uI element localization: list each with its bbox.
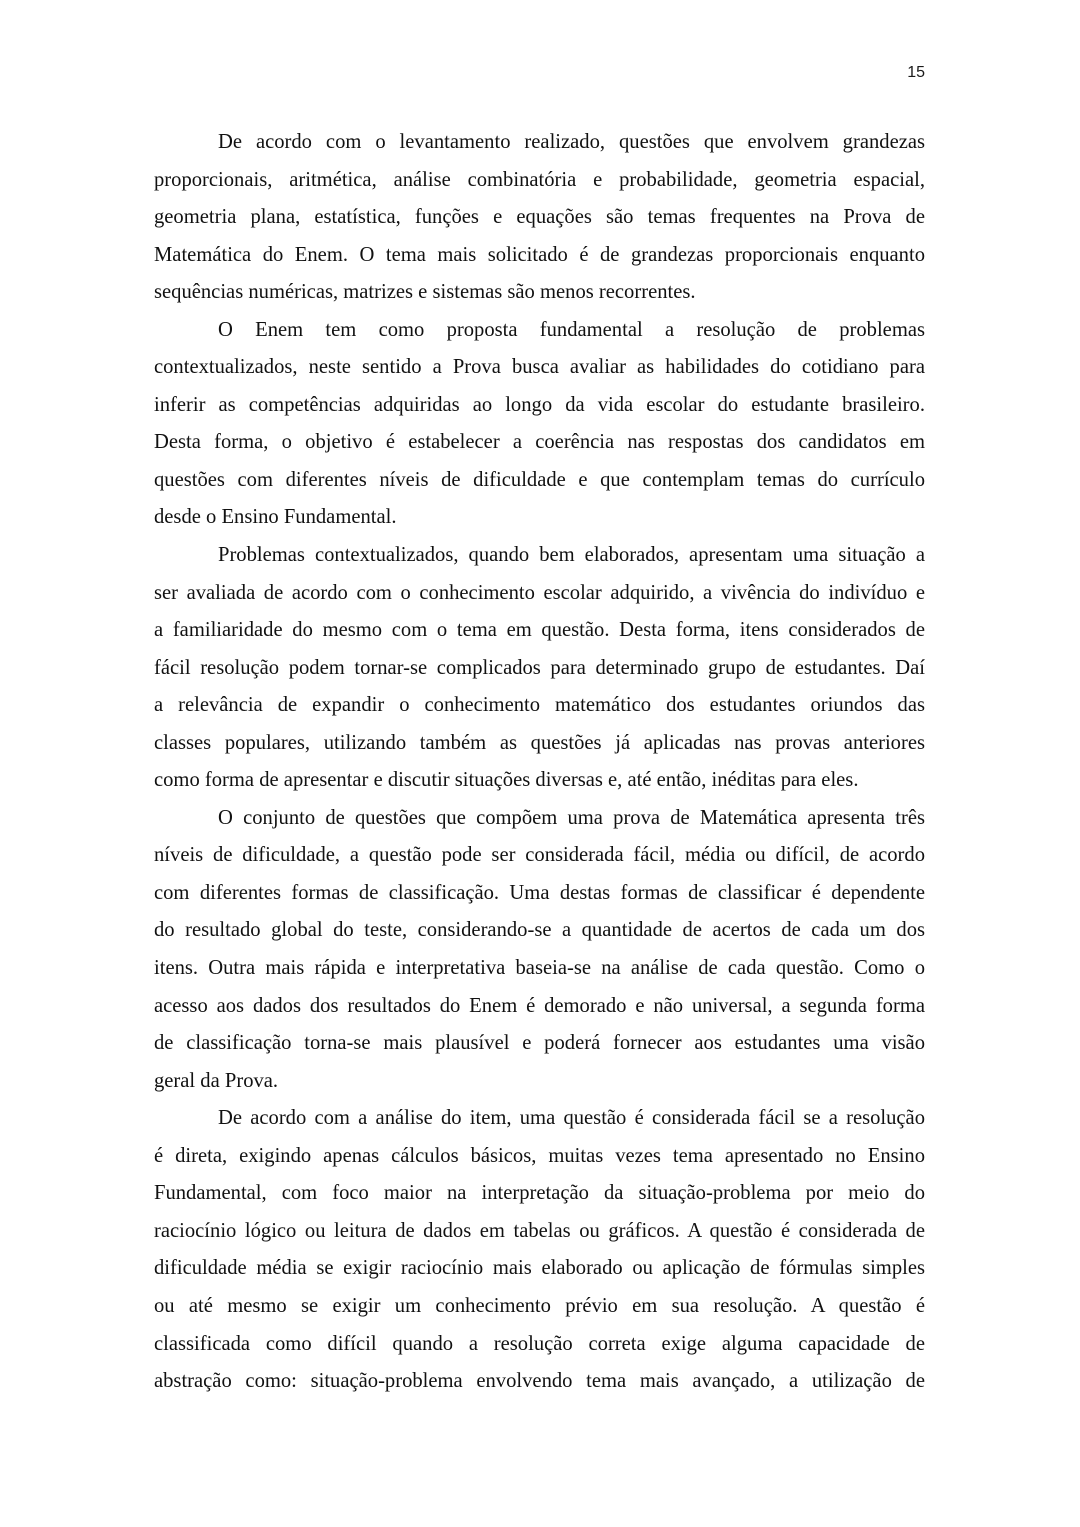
text-line: itens. Outra mais rápida e interpretativa baseia-se na análise de cada questão. Como o: [154, 957, 925, 980]
text-line: Problemas contextualizados, quando bem elaborados, apresentam uma situação a: [218, 544, 925, 567]
text-line: geometria plana, estatística, funções e equações são temas frequentes na Prova de: [154, 206, 925, 229]
paragraph: [154, 537, 925, 800]
text-line: ser avaliada de acordo com o conhecimento escolar adquirido, a vivência do indivíduo e: [154, 581, 925, 604]
paragraph: [154, 124, 925, 312]
paragraph: [154, 312, 925, 537]
text-line: Matemática do Enem. O tema mais solicitado é de grandezas proporcionais enquanto: [154, 243, 925, 266]
text-line: a relevância de expandir o conhecimento matemático dos estudantes oriundos das: [154, 694, 925, 717]
text-line: com diferentes formas de classificação. Uma destas formas de classificar é dependente: [154, 881, 925, 904]
text-line: ou até mesmo se exigir um conhecimento prévio em sua resolução. A questão é: [154, 1294, 925, 1317]
text-line: De acordo com a análise do item, uma questão é considerada fácil se a resolução: [218, 1107, 925, 1130]
text-line: O conjunto de questões que compõem uma prova de Matemática apresenta três: [218, 806, 925, 829]
text-line: níveis de dificuldade, a questão pode ser considerada fácil, média ou difícil, de acordo: [154, 844, 925, 867]
text-line: acesso aos dados dos resultados do Enem é demorado e não universal, a segunda forma: [154, 994, 925, 1017]
text-line: como forma de apresentar e discutir situações diversas e, até então, inéditas para eles.: [154, 769, 859, 792]
text-line: desde o Ensino Fundamental.: [154, 506, 397, 529]
text-line: geral da Prova.: [154, 1069, 279, 1092]
text-line: dificuldade média se exigir raciocínio mais elaborado ou aplicação de fórmulas simples: [154, 1257, 925, 1280]
text-line: classificada como difícil quando a resolução correta exige alguma capacidade de: [154, 1332, 925, 1355]
body-text: [154, 124, 925, 1401]
paragraph: [154, 800, 925, 1100]
page-number: 15: [907, 64, 925, 81]
text-line: é direta, exigindo apenas cálculos básicos, muitas vezes tema apresentado no Ensino: [154, 1144, 925, 1167]
text-line: De acordo com o levantamento realizado, questões que envolvem grandezas: [218, 131, 925, 153]
text-line: abstração como: situação-problema envolvendo tema mais avançado, a utilização de: [154, 1370, 925, 1393]
text-line: Fundamental, com foco maior na interpretação da situação-problema por meio do: [154, 1182, 925, 1205]
text-line: a familiaridade do mesmo com o tema em questão. Desta forma, itens considerados de: [154, 619, 925, 642]
text-line: Desta forma, o objetivo é estabelecer a coerência nas respostas dos candidatos em: [154, 431, 925, 454]
text-line: do resultado global do teste, considerando-se a quantidade de acertos de cada um dos: [154, 919, 925, 942]
text-line: fácil resolução podem tornar-se complicados para determinado grupo de estudantes. Daí: [154, 656, 925, 679]
text-line: sequências numéricas, matrizes e sistemas são menos recorrentes.: [154, 281, 696, 304]
text-line: raciocínio lógico ou leitura de dados em tabelas ou gráficos. A questão é considerada de: [154, 1219, 925, 1242]
text-line: O Enem tem como proposta fundamental a resolução de problemas: [218, 318, 925, 341]
text-line: inferir as competências adquiridas ao longo da vida escolar do estudante brasileiro.: [154, 393, 925, 416]
text-line: contextualizados, neste sentido a Prova busca avaliar as habilidades do cotidiano para: [154, 356, 925, 379]
text-line: proporcionais, aritmética, análise combinatória e probabilidade, geometria espacial,: [154, 168, 925, 191]
text-line: questões com diferentes níveis de dificuldade e que contemplam temas do currículo: [154, 468, 925, 491]
text-line: de classificação torna-se mais plausível e poderá fornecer aos estudantes uma visão: [154, 1032, 925, 1055]
text-line: classes populares, utilizando também as questões já aplicadas nas provas anteriores: [154, 731, 925, 754]
paragraph: [154, 1100, 925, 1400]
